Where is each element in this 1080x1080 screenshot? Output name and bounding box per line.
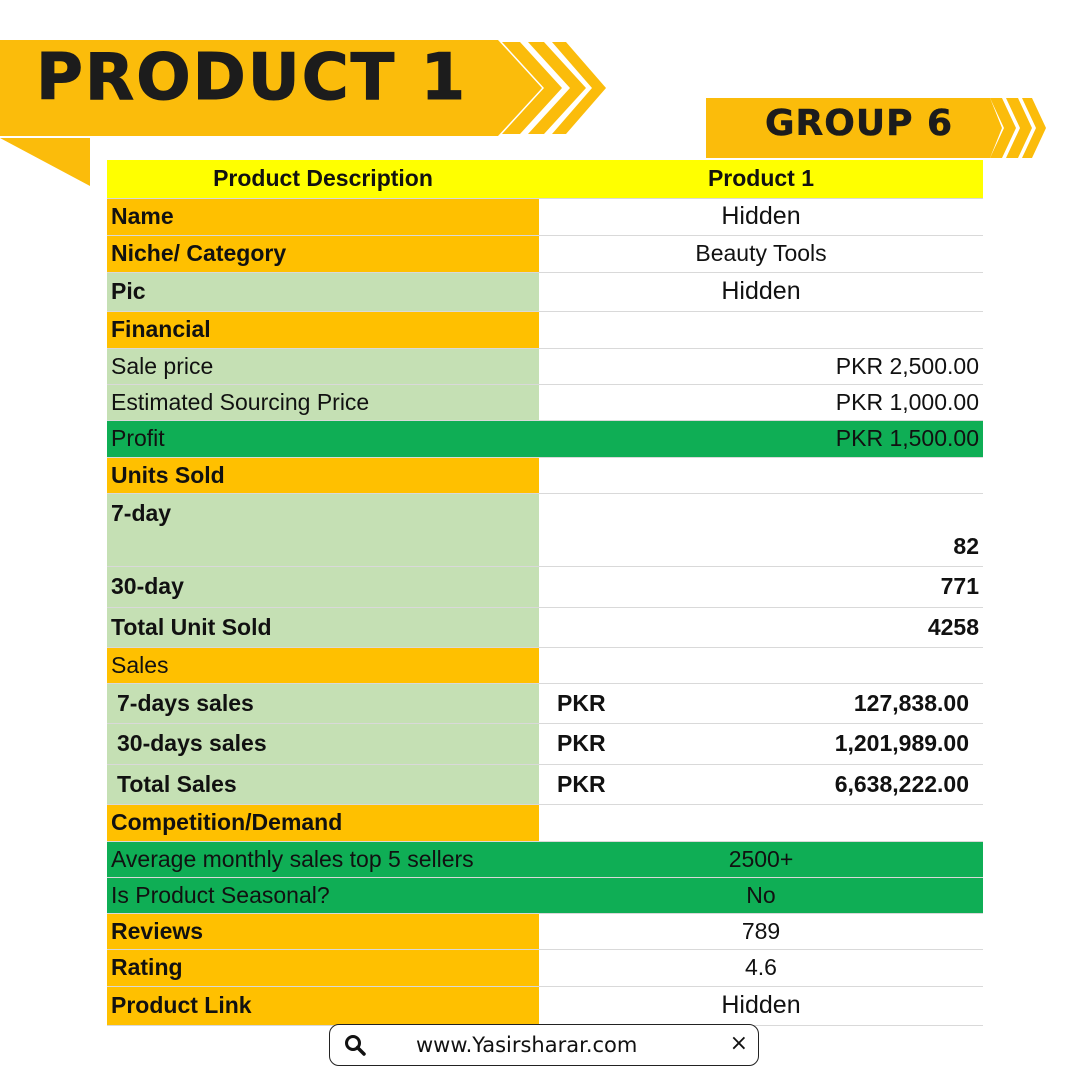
table-row: [107, 764, 983, 804]
pic-value: Hidden: [539, 272, 983, 311]
table-row: [107, 647, 983, 683]
niche-label: Niche/ Category: [107, 235, 539, 272]
table-row: [107, 311, 983, 348]
competition-empty: [539, 804, 983, 841]
sales-30-currency: PKR: [557, 730, 606, 756]
day30-label: 30-day: [107, 566, 539, 607]
sourcing-price-label: Estimated Sourcing Price: [107, 384, 539, 420]
financial-label: Financial: [107, 311, 539, 348]
table-row: [107, 384, 983, 420]
niche-value: Beauty Tools: [539, 235, 983, 272]
header-description: Product Description: [107, 160, 539, 198]
sale-price-label: Sale price: [107, 348, 539, 384]
total-units-value: 4258: [539, 607, 983, 647]
sourcing-price-value: PKR 1,000.00: [539, 384, 983, 420]
sales-7-label: 7-days sales: [107, 683, 539, 723]
table-row: [107, 841, 983, 877]
table-row: [107, 913, 983, 949]
table-row: [107, 235, 983, 272]
seasonal-label: Is Product Seasonal?: [107, 877, 539, 913]
day30-value: 771: [539, 566, 983, 607]
table-row: [107, 877, 983, 913]
sale-price-value: PKR 2,500.00: [539, 348, 983, 384]
table-row: [107, 420, 983, 457]
sales-30-value: 1,201,989.00: [834, 730, 969, 756]
name-label: Name: [107, 198, 539, 235]
table-row: [107, 986, 983, 1025]
avg-monthly-label: Average monthly sales top 5 sellers: [107, 841, 539, 877]
url-text[interactable]: www.Yasirsharar.com: [416, 1033, 638, 1057]
sales-label: Sales: [107, 647, 539, 683]
table-row: [107, 457, 983, 493]
page-title: PRODUCT 1: [36, 41, 468, 115]
day7-label: 7-day: [107, 493, 539, 566]
rating-label: Rating: [107, 949, 539, 986]
total-units-label: Total Unit Sold: [107, 607, 539, 647]
sales-7-currency: PKR: [557, 689, 606, 716]
url-bar[interactable]: [329, 1024, 759, 1066]
table-row: [107, 566, 983, 607]
table-row: [107, 493, 983, 566]
table-row: [107, 804, 983, 841]
table-row: [107, 198, 983, 235]
reviews-label: Reviews: [107, 913, 539, 949]
sales-30-label: 30-days sales: [107, 723, 539, 764]
profit-label: Profit: [107, 420, 539, 457]
table-row: [107, 723, 983, 764]
units-sold-empty: [539, 457, 983, 493]
product-table: [107, 160, 983, 1026]
units-sold-label: Units Sold: [107, 457, 539, 493]
sales-total-label: Total Sales: [107, 764, 539, 804]
close-icon[interactable]: ×: [729, 1031, 748, 1056]
sales-total-currency: PKR: [557, 770, 606, 797]
sales-total-cell: [539, 764, 983, 804]
profit-value: PKR 1,500.00: [539, 420, 983, 457]
seasonal-value: No: [539, 877, 983, 913]
table-row: [107, 607, 983, 647]
rating-value: 4.6: [539, 949, 983, 986]
day7-value: 82: [539, 493, 983, 566]
financial-empty: [539, 311, 983, 348]
table-header-row: [107, 160, 983, 198]
table-row: [107, 348, 983, 384]
group-title: GROUP 6: [765, 103, 954, 144]
table-row: [107, 272, 983, 311]
product-link-value: Hidden: [539, 986, 983, 1025]
sales-7-value: 127,838.00: [853, 689, 969, 716]
header-product: Product 1: [539, 160, 983, 198]
competition-label: Competition/Demand: [107, 804, 539, 841]
reviews-value: 789: [539, 913, 983, 949]
table-row: [107, 949, 983, 986]
product-link-label: Product Link: [107, 986, 539, 1025]
sales-30-cell: [539, 723, 983, 764]
table-row: [107, 683, 983, 723]
name-value: Hidden: [539, 198, 983, 235]
sales-empty: [539, 647, 983, 683]
avg-monthly-value: 2500+: [539, 841, 983, 877]
sales-total-value: 6,638,222.00: [834, 770, 969, 797]
pic-label: Pic: [107, 272, 539, 311]
search-icon[interactable]: [344, 1034, 366, 1061]
sales-7-cell: [539, 683, 983, 723]
